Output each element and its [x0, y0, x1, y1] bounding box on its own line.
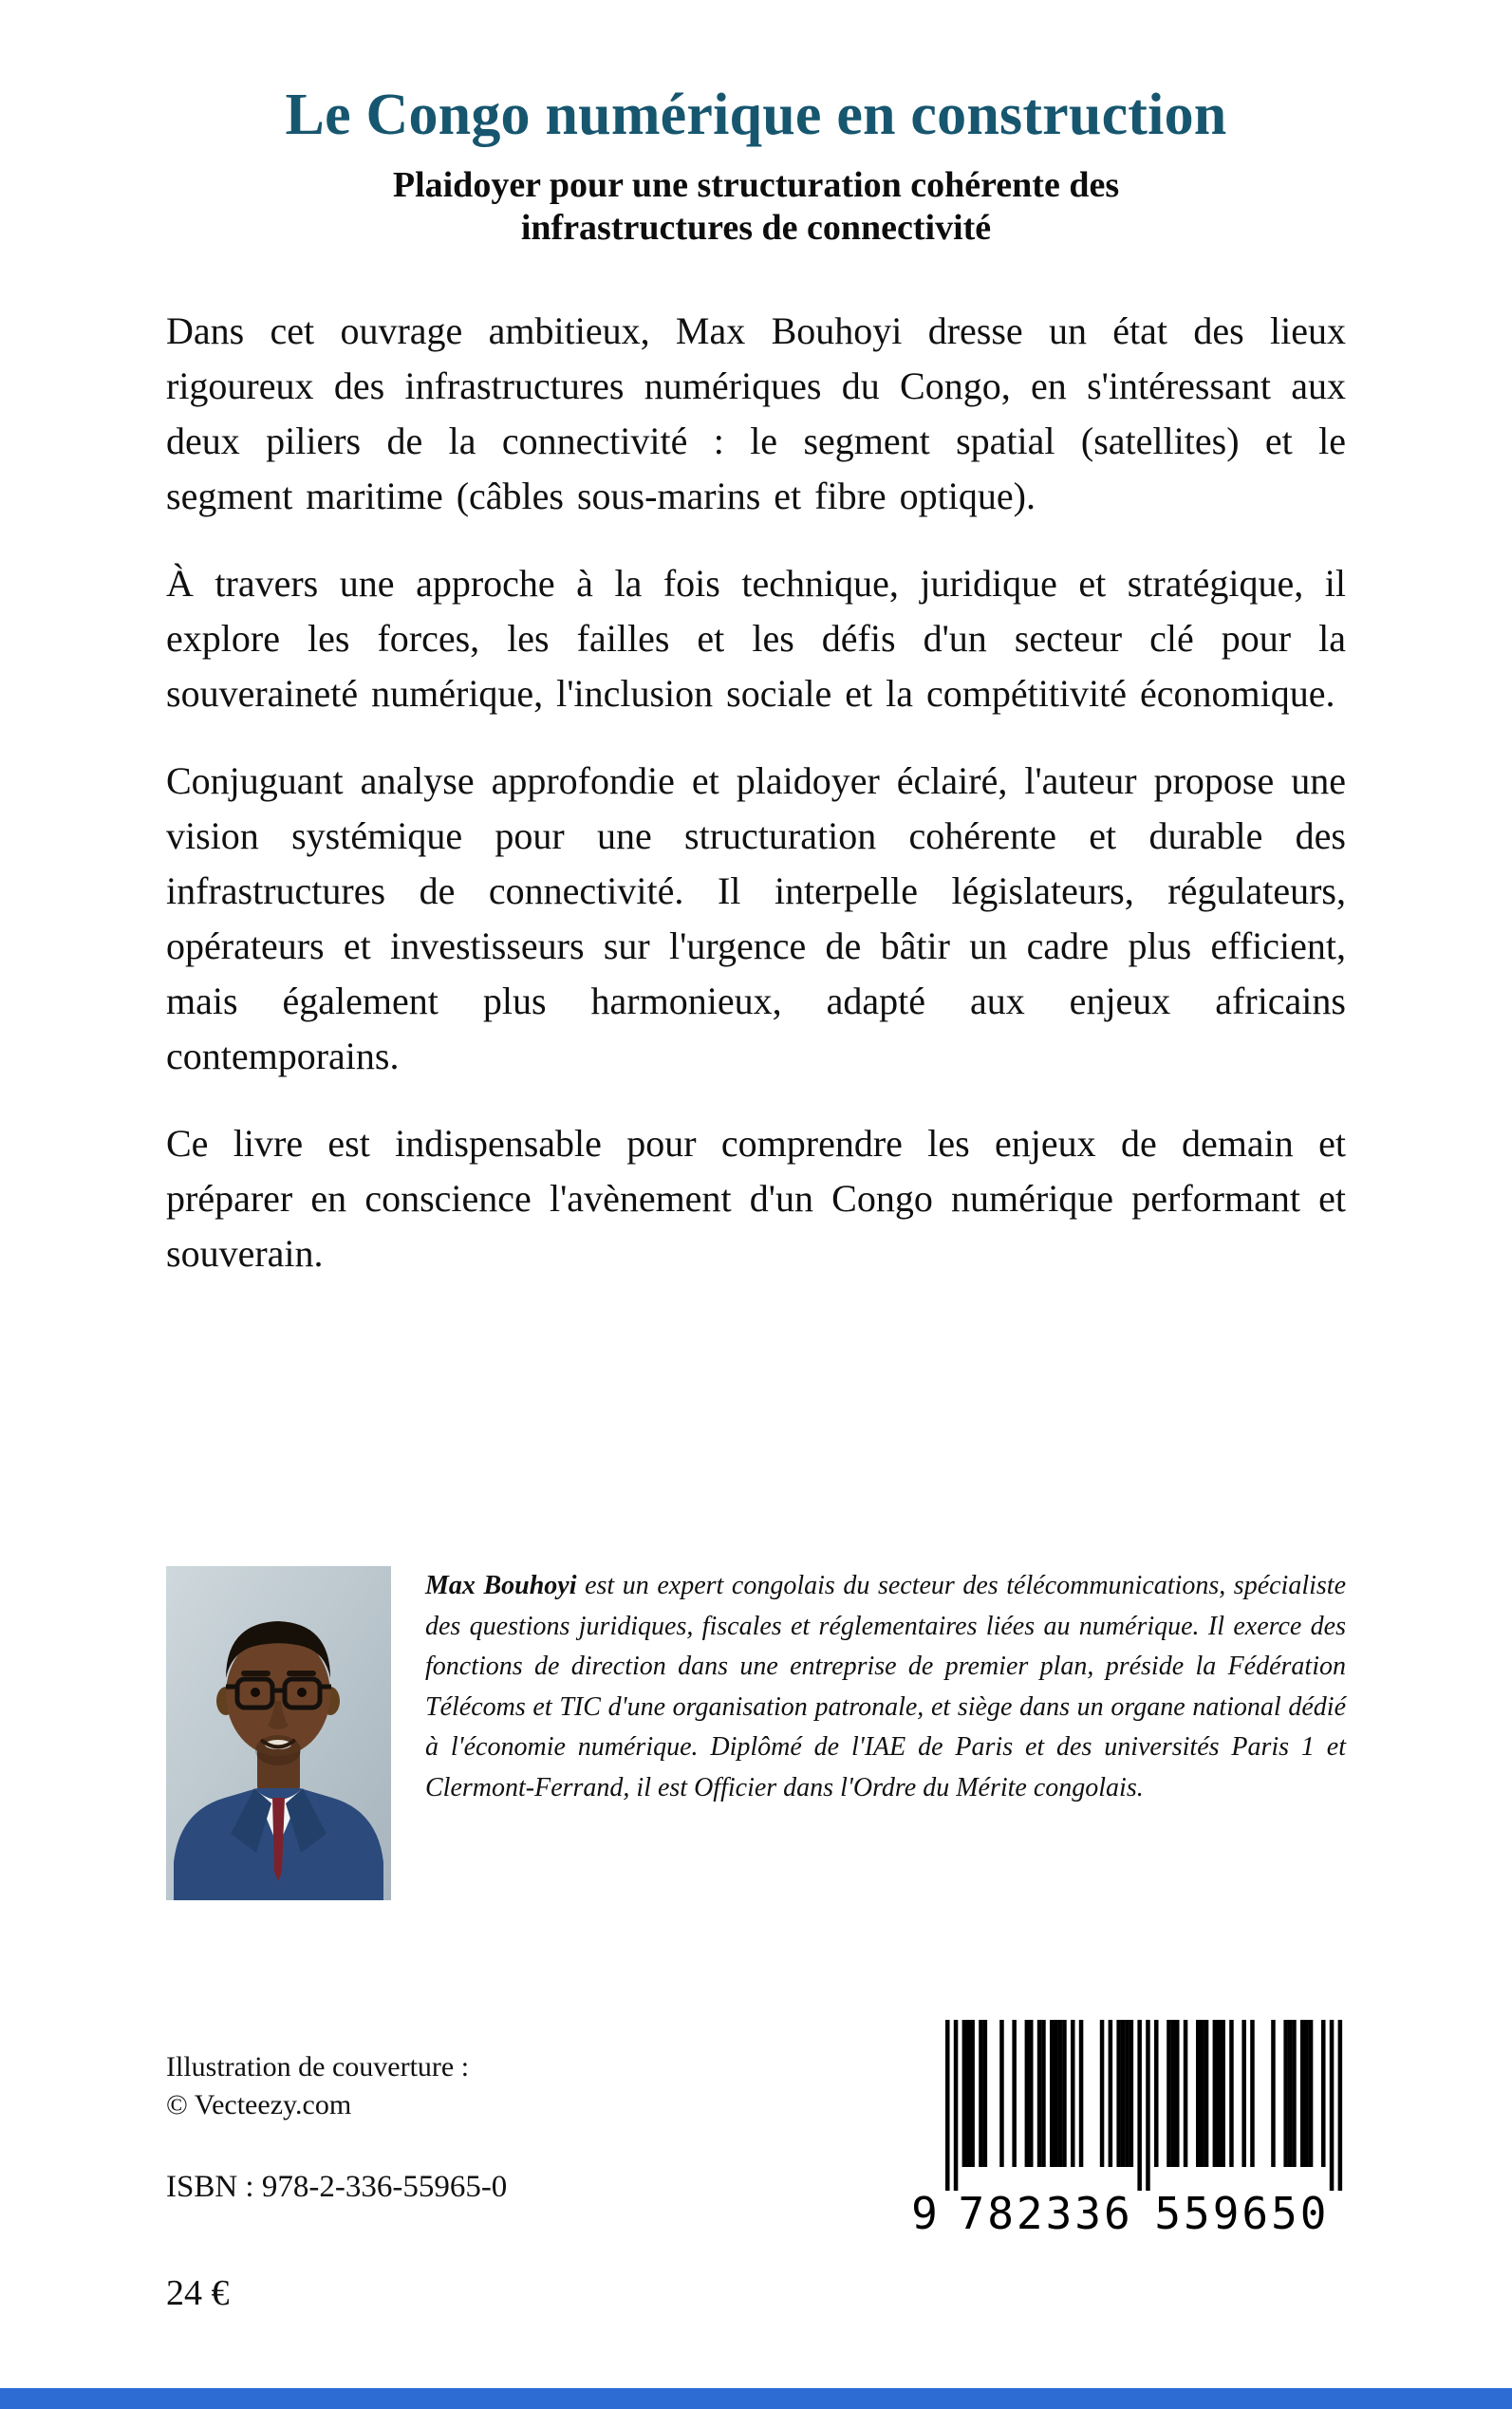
credit-line-2: © Vecteezy.com: [166, 2088, 352, 2120]
svg-text:559650: 559650: [1154, 2188, 1330, 2239]
author-photo: [166, 1566, 391, 1900]
svg-text:9: 9: [911, 2188, 938, 2239]
synopsis: [166, 304, 1346, 1314]
book-subtitle: Plaidoyer pour une structuration cohérente des infrastructures de connectivité: [392, 165, 1120, 248]
isbn-text: ISBN : 978-2-336-55965-0: [166, 2170, 508, 2204]
synopsis-paragraph-2: À travers une approche à la fois technique, juridique et stratégique, il explore les forces, les failles et les défis d'un secteur clé pour la souveraineté numérique, l'inclusion sociale et la compétitivité économique.: [166, 562, 1346, 715]
author-section: [166, 1566, 1346, 1900]
author-portrait-illustration: [166, 1566, 391, 1900]
credit-line-1: Illustration de couverture :: [166, 2051, 470, 2082]
barcode-svg: [911, 2020, 1348, 2240]
book-title: Le Congo numérique en construction: [285, 83, 1227, 147]
svg-text:782336: 782336: [958, 2188, 1133, 2239]
author-bio: [425, 1566, 1346, 1900]
author-name: Max Bouhoyi: [425, 1571, 577, 1600]
author-bio-text: est un expert congolais du secteur des télécommunications, spécialiste des questions juridiques, fiscales et réglementaires liées au numérique. Il exerce des fonctions de direction dans une entreprise de premier plan, préside la Fédération Télécoms et TIC d'une organisation patronale, et siège dans un organe national dédié à l'économie numérique. Diplômé de l'IAE de Paris et des universités Paris 1 et Clermont-Ferrand, il est Officier dans l'Ordre du Mérite congolais.: [425, 1571, 1346, 1802]
header: [0, 82, 1512, 250]
bottom-accent-bar: [0, 2388, 1512, 2409]
ean13-barcode: [911, 2020, 1348, 2245]
cover-illustration-credit: [166, 2048, 469, 2123]
synopsis-paragraph-3: Conjuguant analyse approfondie et plaidoyer éclairé, l'auteur propose une vision systémique pour une structuration cohérente et durable des infrastructures de connectivité. Il interpelle législateurs, régulateurs, opérateurs et investisseurs sur l'urgence de bâtir un cadre plus efficient, mais également plus harmonieux, adapté aux enjeux africains contemporains.: [166, 759, 1346, 1077]
synopsis-paragraph-1: Dans cet ouvrage ambitieux, Max Bouhoyi dresse un état des lieux rigoureux des infrastructures numériques du Congo, en s'intéressant aux deux piliers de la connectivité : le segment spatial (satellites) et le segment maritime (câbles sous-marins et fibre optique).: [166, 309, 1346, 517]
synopsis-paragraph-4: Ce livre est indispensable pour comprendre les enjeux de demain et préparer en conscience l'avènement d'un Congo numérique performant et souverain.: [166, 1122, 1346, 1275]
price-text: 24 €: [166, 2273, 230, 2313]
